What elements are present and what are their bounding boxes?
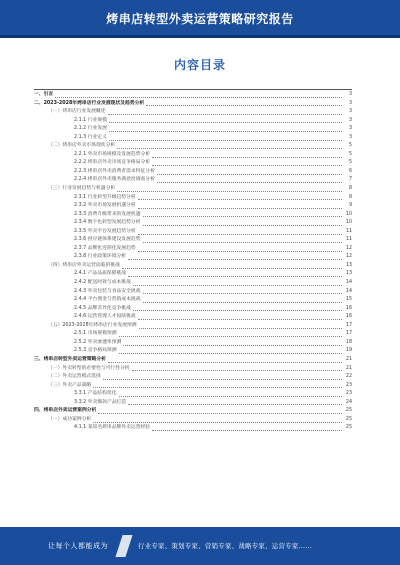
report-footer	[0, 527, 400, 565]
toc-page-number: 13	[345, 271, 352, 277]
toc-page-number: 11	[345, 237, 352, 243]
toc-entry-text: （一）外卖转型的必要性与可行性分析	[48, 365, 130, 371]
toc-dot-leader	[152, 426, 342, 431]
toc-entry[interactable]	[34, 339, 352, 348]
toc-dot-leader	[138, 315, 342, 320]
toc-entry-text: （五）2023-2028年烤串店行业发展预测	[48, 322, 137, 328]
toc-entry-text: 2.3.2 外卖市场发展机遇分析	[74, 203, 136, 209]
toc-entry-text: 2.4.3 外卖包装与食品安全挑战	[74, 288, 141, 294]
toc-dot-leader	[139, 324, 342, 329]
toc-dot-leader	[109, 136, 342, 141]
toc-dot-leader	[119, 332, 342, 337]
toc-entry-text: 2.3.1 行业转型升级趋势分析	[74, 194, 136, 200]
toc-page-number: 23	[345, 391, 352, 397]
toc-entry[interactable]	[34, 176, 352, 185]
toc-entry-text: 2.2.1 外卖市场规模及发展趋势分析	[74, 151, 151, 157]
toc-entry[interactable]	[34, 279, 352, 288]
toc-entry-text: （三）行业发展趋势与机遇分析	[48, 186, 116, 192]
toc-dot-leader	[133, 306, 342, 311]
toc-entry[interactable]	[34, 407, 352, 416]
toc-dot-leader	[119, 349, 342, 354]
toc-dot-leader	[128, 255, 342, 260]
toc-dot-leader	[119, 392, 342, 397]
toc-entry[interactable]	[34, 347, 352, 356]
toc-page-number: 24	[345, 399, 352, 405]
toc-page-number: 17	[345, 322, 352, 328]
toc-dot-leader	[117, 144, 342, 149]
toc-page-number: 19	[345, 348, 352, 354]
toc-page-number: 10	[345, 211, 352, 217]
toc-entry[interactable]	[34, 253, 352, 262]
toc-entry-text: 二、2023-2028年烤串店行业发展现状及趋势分析	[34, 100, 145, 106]
toc-entry-text: 一、引言	[34, 92, 54, 97]
toc-entry[interactable]	[34, 125, 352, 134]
toc-entry-text: 3.3.2 外卖爆款产品打造	[74, 399, 127, 405]
toc-dot-leader	[93, 418, 342, 423]
report-title: 烤串店转型外卖运营策略研究报告	[106, 12, 294, 26]
toc-page-number: 5	[348, 151, 352, 157]
toc-dot-leader	[117, 187, 342, 192]
toc-entry-text: 2.4.1 产品品质保障挑战	[74, 271, 127, 277]
toc-entry[interactable]	[34, 399, 352, 408]
toc-page-number: 12	[345, 254, 352, 260]
toc-dot-leader	[143, 298, 343, 303]
footer-slash-decoration	[115, 535, 132, 557]
toc-dot-leader	[103, 375, 342, 380]
toc-page-number: 3	[348, 92, 352, 97]
toc-entry[interactable]	[34, 390, 352, 399]
toc-entry-text: 2.1.3 行业定义	[74, 134, 107, 140]
toc-page-number: 10	[345, 220, 352, 226]
toc-entry-text: 2.1.2 行业发展	[74, 126, 107, 132]
toc-page-number: 3	[348, 109, 352, 115]
toc-dot-leader	[98, 409, 342, 414]
toc-entry[interactable]	[34, 270, 352, 279]
toc-page-number: 25	[345, 408, 352, 414]
toc-entry-text: 2.5.3 竞争格局预测	[74, 348, 117, 354]
toc-entry-text: 3.3.1 产品结构优化	[74, 391, 117, 397]
toc-entry-text: 2.3.5 外卖平台发展趋势分析	[74, 228, 136, 234]
toc-entry[interactable]	[34, 313, 352, 322]
toc-entry[interactable]	[34, 262, 352, 271]
toc-page-number: 16	[345, 305, 352, 311]
toc-entry-text: （三）外卖产品策略	[48, 382, 92, 388]
toc-dot-leader	[138, 230, 342, 235]
toc-entry-text: （二）外卖运营模式选择	[48, 374, 101, 380]
toc-dot-leader	[93, 383, 342, 388]
toc-page-number: 14	[345, 288, 352, 294]
toc-entry[interactable]	[34, 168, 352, 177]
toc-dot-leader	[123, 341, 342, 346]
toc-entry-text: 2.5.1 市场规模预测	[74, 331, 117, 337]
toc-entry-text: 2.5.2 外卖渗透率预测	[74, 339, 122, 345]
report-header	[0, 0, 400, 38]
toc-entry[interactable]	[34, 211, 352, 220]
toc-dot-leader	[138, 195, 342, 200]
toc-entry-text: （二）烤串店外卖市场现状分析	[48, 143, 116, 149]
toc-page-number: 6	[348, 168, 352, 174]
toc-entry[interactable]	[34, 194, 352, 203]
toc-dot-leader	[109, 127, 342, 132]
toc-dot-leader	[152, 153, 342, 158]
toc-dot-leader	[157, 170, 342, 175]
toc-entry[interactable]	[34, 142, 352, 151]
toc-page-number: 5	[348, 143, 352, 149]
footer-tagline: 行业专家、策划专家、营销专家、战略专家、运营专家……	[138, 542, 312, 550]
toc-entry-text: 2.3.4 数字化转型发展趋势分析	[74, 220, 141, 226]
toc-entry[interactable]	[34, 185, 352, 194]
toc-entry[interactable]	[34, 91, 352, 100]
toc-entry[interactable]	[34, 416, 352, 425]
toc-entry-text: 2.4.2 配送时效与成本挑战	[74, 280, 131, 286]
toc-top-rule	[34, 89, 352, 90]
toc-entry[interactable]	[34, 245, 352, 254]
toc-page-number: 3	[348, 126, 352, 132]
toc-page-number: 25	[345, 425, 352, 431]
toc-entry[interactable]	[34, 288, 352, 297]
toc-dot-leader	[138, 247, 342, 252]
toc-page-number: 11	[345, 228, 352, 234]
toc-entry[interactable]	[34, 373, 352, 382]
toc-entry-text: 4.1.1 某知名烤串品牌外卖运营经验	[74, 425, 151, 431]
toc-dot-leader	[152, 161, 342, 166]
toc-entry[interactable]	[34, 305, 352, 314]
toc-entry[interactable]	[34, 117, 352, 126]
toc-entry[interactable]	[34, 356, 352, 365]
toc-entry[interactable]	[34, 322, 352, 331]
toc-entry[interactable]	[34, 202, 352, 211]
toc-page-number: 18	[345, 339, 352, 345]
toc-dot-leader	[122, 264, 342, 269]
toc-dot-leader	[128, 272, 342, 277]
toc-page-number: 3	[348, 100, 352, 106]
toc-page-number: 21	[345, 365, 352, 371]
toc-entry-text: 2.3.6 供应链体系建设发展趋势	[74, 237, 141, 243]
toc-dot-leader	[143, 212, 343, 217]
toc-page-number: 25	[345, 416, 352, 422]
toc-entry[interactable]	[34, 236, 352, 245]
toc-entry-text: 2.3.3 消费升级带来的发展机遇	[74, 211, 141, 217]
toc-entry-text: （一）烤串店行业发展概述	[48, 109, 106, 115]
toc-entry[interactable]	[34, 365, 352, 374]
toc-entry-text: （一）成功案例分析	[48, 416, 92, 422]
toc-entry[interactable]	[34, 330, 352, 339]
header-divider	[0, 35, 400, 38]
toc-entry-text: 2.4.6 运营管理人才短缺挑战	[74, 314, 136, 320]
toc-entry-text: 2.2.2 烤串店外卖市场竞争格局分析	[74, 160, 151, 166]
toc-page-number: 13	[345, 262, 352, 268]
toc-dot-leader	[143, 221, 343, 226]
toc-dot-leader	[108, 110, 342, 115]
toc-entry-text: 四、烤串店外卖运营案例分析	[34, 408, 97, 414]
toc-entry-text: 2.2.3 烤串店外卖消费者需求特征分析	[74, 168, 155, 174]
toc-dot-leader	[146, 101, 342, 106]
toc-dot-leader	[55, 93, 342, 98]
toc-page-number: 9	[348, 203, 352, 209]
toc-page-number: 15	[345, 297, 352, 303]
toc-entry-text: 2.4.4 平台佣金与营销成本挑战	[74, 297, 141, 303]
toc-page-number: 3	[348, 117, 352, 123]
toc-page-number: 12	[345, 245, 352, 251]
toc-entry-text: 三、烤串店转型外卖运营策略分析	[34, 356, 106, 362]
toc-page-number: 16	[345, 314, 352, 320]
toc-page-number: 5	[348, 160, 352, 166]
toc-entry-text: 2.2.4 烤串店外卖服务满意度调查分析	[74, 177, 155, 183]
toc-page-number: 8	[348, 186, 352, 192]
toc-entry[interactable]	[34, 100, 352, 109]
toc-entry[interactable]	[34, 219, 352, 228]
toc-dot-leader	[138, 204, 342, 209]
toc-entry-text: 2.4.5 品牌差异化竞争挑战	[74, 305, 131, 311]
toc-page-number: 7	[348, 177, 352, 183]
toc-entry[interactable]	[34, 108, 352, 117]
toc-entry-text: 2.3.8 行业政策环境分析	[74, 254, 127, 260]
toc-entry-text: （四）烤串店外卖运营面临的挑战	[48, 262, 120, 268]
toc-entry[interactable]	[34, 151, 352, 160]
table-of-contents	[34, 91, 352, 433]
toc-page-number: 22	[345, 374, 352, 380]
toc-heading: 内容目录	[173, 58, 226, 72]
toc-entry[interactable]	[34, 296, 352, 305]
toc-entry[interactable]	[34, 134, 352, 143]
toc-page-number: 23	[345, 382, 352, 388]
footer-slogan: 让每个人都能成为	[48, 542, 108, 550]
toc-page-number: 17	[345, 331, 352, 337]
toc-dot-leader	[128, 400, 342, 405]
toc-dot-leader	[143, 289, 343, 294]
toc-entry[interactable]	[34, 424, 352, 433]
toc-page-number: 8	[348, 194, 352, 200]
toc-page-number: 14	[345, 280, 352, 286]
toc-entry[interactable]	[34, 382, 352, 391]
toc-entry-text: 2.3.7 品牌化连锁化发展趋势	[74, 245, 136, 251]
toc-dot-leader	[132, 366, 342, 371]
toc-dot-leader	[108, 358, 342, 363]
toc-dot-leader	[109, 118, 342, 123]
toc-dot-leader	[143, 238, 343, 243]
toc-entry[interactable]	[34, 228, 352, 237]
toc-page-number: 3	[348, 134, 352, 140]
toc-page-number: 21	[345, 356, 352, 362]
toc-entry[interactable]	[34, 159, 352, 168]
toc-dot-leader	[133, 281, 342, 286]
toc-dot-leader	[157, 178, 342, 183]
toc-entry-text: 2.1.1 行业规模	[74, 117, 107, 123]
